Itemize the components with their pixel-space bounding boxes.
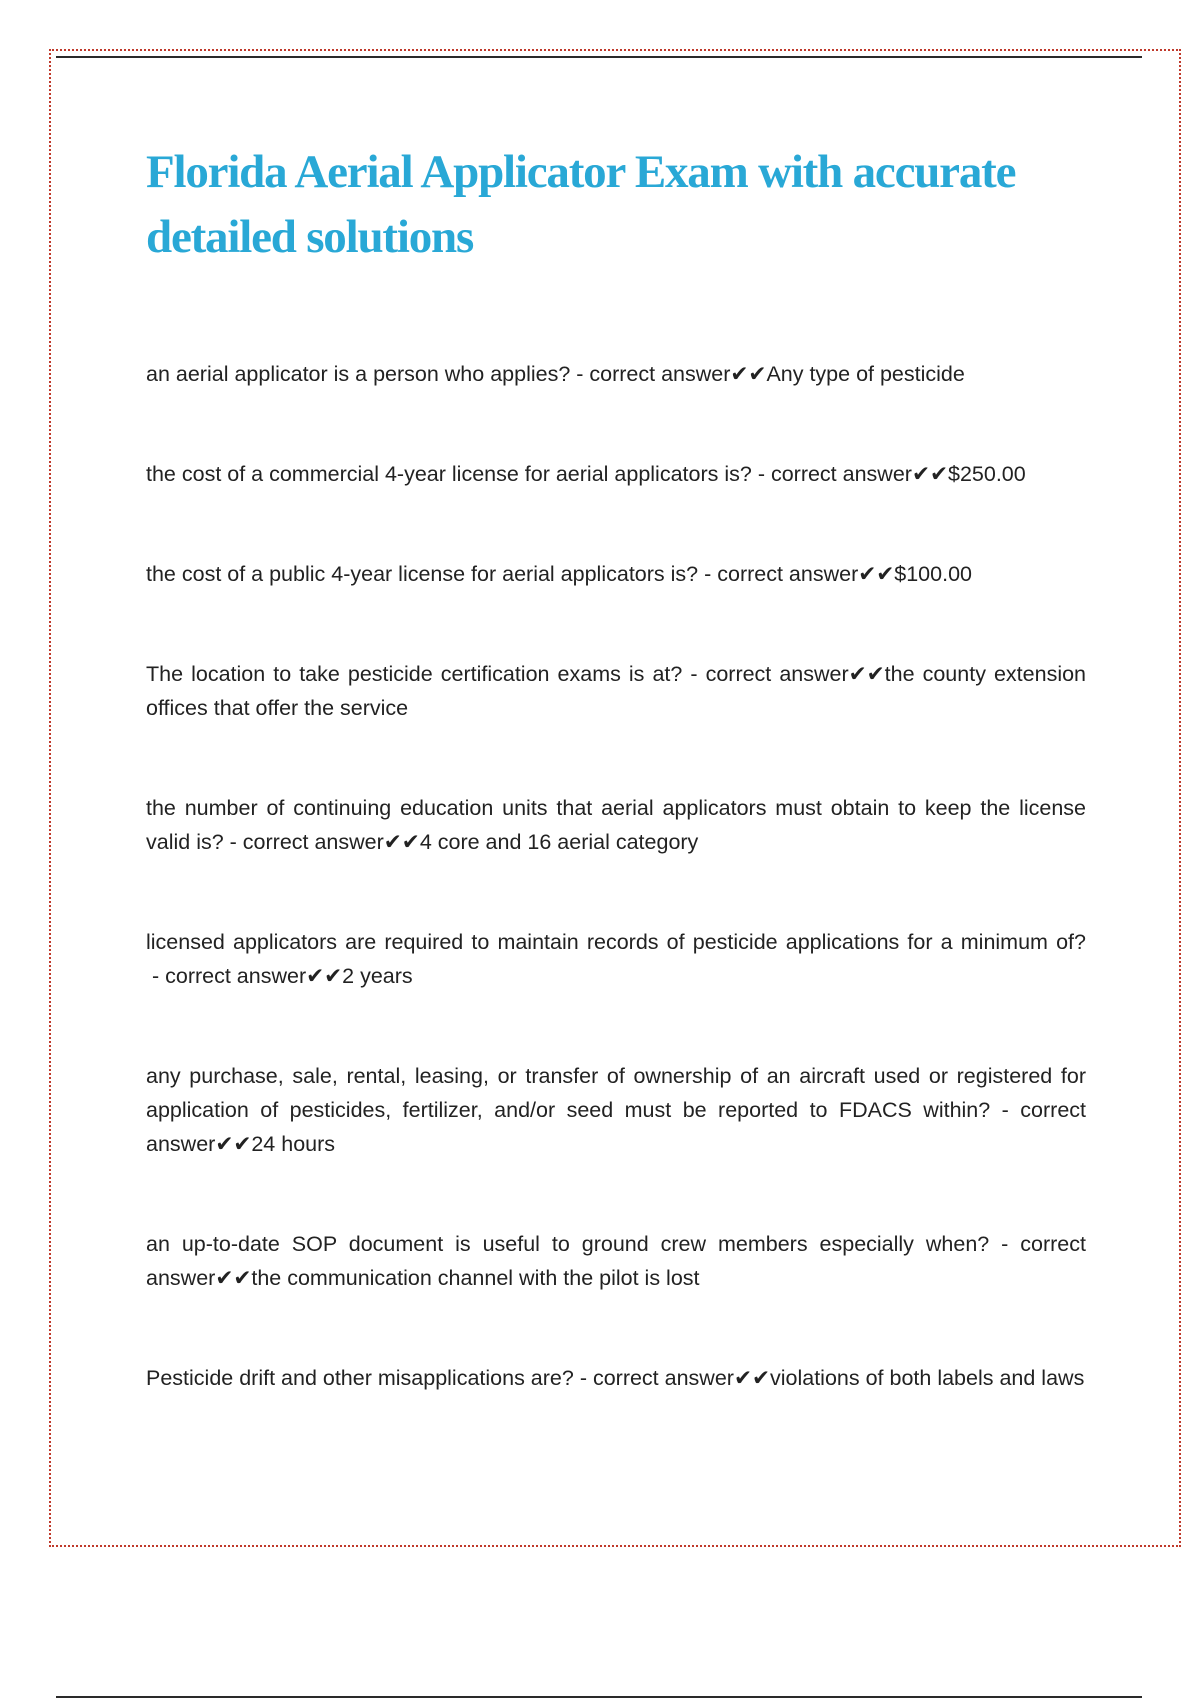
answer-text: the communication channel with the pilot is lost xyxy=(251,1266,700,1290)
answer-label: correct answer xyxy=(242,830,384,854)
answer-label: correct answer xyxy=(705,662,849,686)
answer-label: correct answer xyxy=(146,1232,1086,1290)
question-text: The location to take pesticide certification exams is at? xyxy=(146,662,683,686)
bottom-rule xyxy=(56,1696,1142,1698)
separator: - xyxy=(682,662,706,686)
question-text: the number of continuing education units that aerial applicators must obtain to keep the license valid is? xyxy=(146,796,1086,854)
answer-text: 24 hours xyxy=(251,1132,336,1156)
answer-text: $100.00 xyxy=(894,562,972,586)
qa-item xyxy=(146,457,1086,491)
question-text: any purchase, sale, rental, leasing, or transfer of ownership of an aircraft used or registered for application of pesticides, fertilizer, and/or seed must be reported to FDACS within? xyxy=(146,1064,1086,1122)
answer-text: the county extension offices that offer the service xyxy=(146,662,1087,720)
check-icon: ✔✔ xyxy=(858,562,895,586)
qa-item xyxy=(146,657,1086,725)
qa-item xyxy=(146,557,1086,591)
answer-label: correct answer xyxy=(165,964,307,988)
answer-text: violations of both labels and laws xyxy=(769,1366,1085,1390)
separator: - xyxy=(751,462,771,486)
separator: - xyxy=(698,562,718,586)
separator: - xyxy=(570,362,590,386)
answer-label: correct answer xyxy=(146,1098,1087,1156)
qa-item xyxy=(146,925,1086,993)
answer-label: correct answer xyxy=(592,1366,734,1390)
check-icon: ✔✔ xyxy=(306,964,343,988)
separator: - xyxy=(990,1098,1021,1122)
qa-item xyxy=(146,1059,1086,1161)
question-text: the cost of a commercial 4-year license for aerial applicators is? xyxy=(146,462,752,486)
answer-label: correct answer xyxy=(717,562,859,586)
separator: - xyxy=(573,1366,593,1390)
qa-item xyxy=(146,357,1086,391)
check-icon: ✔✔ xyxy=(848,662,885,686)
question-text: Pesticide drift and other misapplications are? xyxy=(146,1366,574,1390)
answer-text: $250.00 xyxy=(947,462,1026,486)
check-icon: ✔✔ xyxy=(215,1266,252,1290)
answer-text: Any type of pesticide xyxy=(766,362,965,386)
document-title: Florida Aerial Applicator Exam with accurate detailed solutions xyxy=(146,146,1016,263)
separator: - xyxy=(989,1232,1021,1256)
qa-item xyxy=(146,1227,1086,1295)
qa-item xyxy=(146,791,1086,859)
question-text: an up-to-date SOP document is useful to ground crew members especially when? xyxy=(146,1232,990,1256)
check-icon: ✔✔ xyxy=(911,462,948,486)
qa-item xyxy=(146,1361,1086,1395)
question-text: an aerial applicator is a person who applies? xyxy=(146,362,571,386)
top-rule xyxy=(56,56,1142,58)
answer-label: correct answer xyxy=(589,362,731,386)
answer-text: 4 core and 16 aerial category xyxy=(419,830,699,854)
check-icon: ✔✔ xyxy=(730,362,767,386)
separator: - xyxy=(223,830,243,854)
document-body xyxy=(146,140,1086,1461)
question-text: the cost of a public 4-year license for aerial applicators is? xyxy=(146,562,699,586)
question-text: licensed applicators are required to maintain records of pesticide applications for a minimum of? xyxy=(146,930,1086,954)
check-icon: ✔✔ xyxy=(733,1366,770,1390)
answer-label: correct answer xyxy=(770,462,912,486)
answer-text: 2 years xyxy=(342,964,413,988)
separator: - xyxy=(146,964,166,988)
check-icon: ✔✔ xyxy=(383,830,420,854)
qa-list xyxy=(146,357,1086,1395)
check-icon: ✔✔ xyxy=(215,1132,252,1156)
